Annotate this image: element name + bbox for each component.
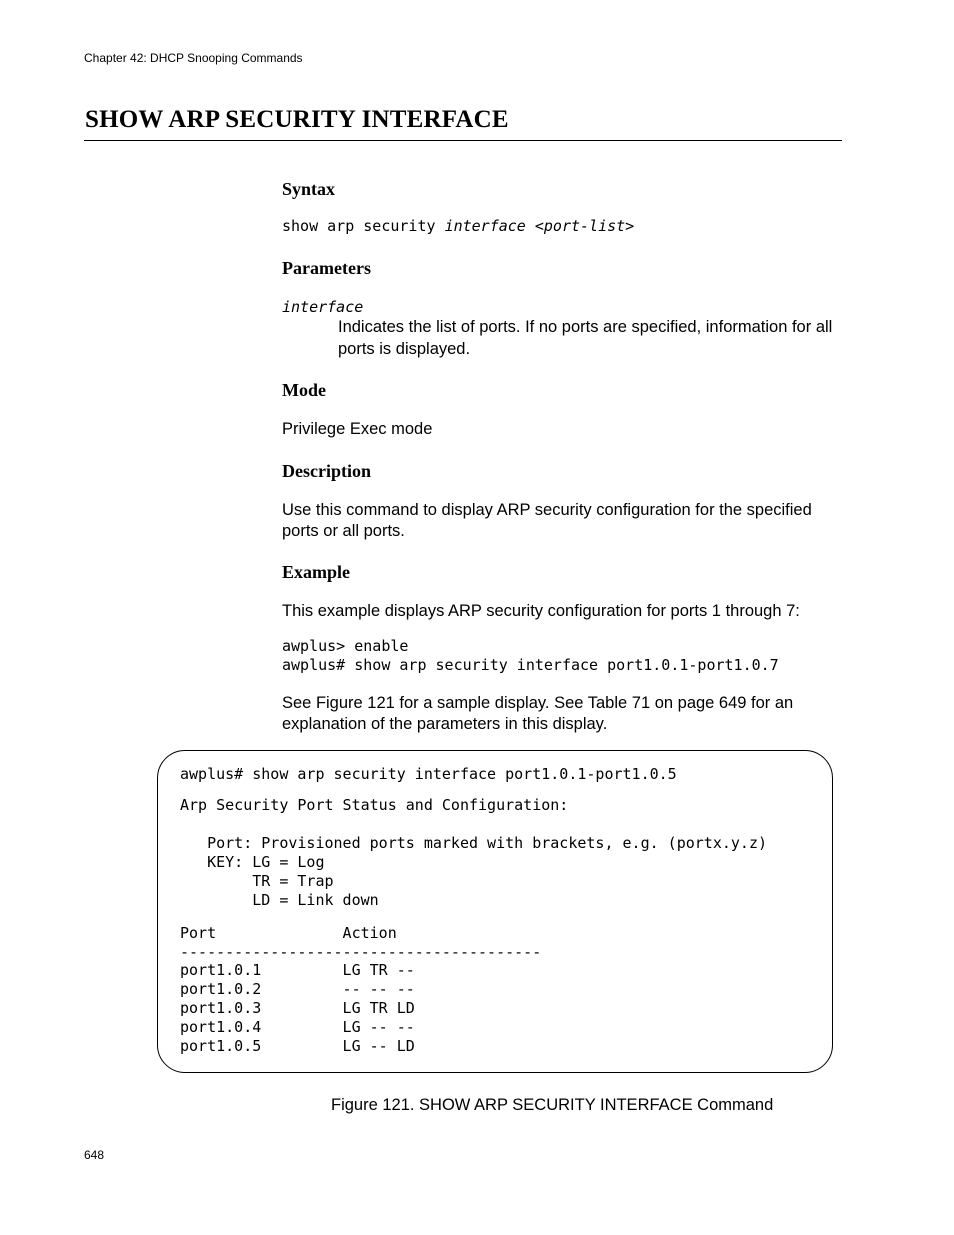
syntax-heading: Syntax [282,179,336,199]
page-title: SHOW ARP SECURITY INTERFACE [85,106,509,133]
syntax-command [282,216,634,237]
figure-table-row: port1.0.2 -- -- -- [180,980,415,998]
example-see-text: See Figure 121 for a sample display. See Table 71 on page 649 for an explanation of the parameters in this display. [282,694,794,733]
figure-status-heading: Arp Security Port Status and Configuration: [180,796,569,814]
figure-table-row: port1.0.1 LG TR -- [180,961,415,979]
chapter-header: Chapter 42: DHCP Snooping Commands [84,51,303,65]
description-heading: Description [282,461,371,481]
figure-table-row: port1.0.4 LG -- -- [180,1018,415,1036]
figure-legend-line: TR = Trap [180,872,334,890]
parameter-name: interface [282,298,364,316]
example-intro: This example displays ARP security configuration for ports 1 through 7: [282,602,800,620]
figure-table-row: port1.0.3 LG TR LD [180,999,415,1017]
figure-caption: Figure 121. SHOW ARP SECURITY INTERFACE Command [331,1096,774,1114]
figure-legend-line: LD = Link down [180,891,379,909]
example-heading: Example [282,562,351,582]
mode-heading: Mode [282,380,326,400]
syntax-param-interface: interface [444,217,526,235]
mode-text: Privilege Exec mode [282,420,433,438]
syntax-param-port-list: <port-list> [534,217,635,235]
page-number: 648 [84,1148,105,1162]
figure-table-row: port1.0.5 LG -- LD [180,1037,415,1055]
example-code-line-2: awplus# show arp security interface port1.0.1-port1.0.7 [282,656,779,674]
example-code-line-1: awplus> enable [282,637,409,655]
description-text: Use this command to display ARP security configuration for the specified ports or all ports. [282,501,812,540]
figure-legend-line: KEY: LG = Log [180,853,325,871]
parameters-heading: Parameters [282,258,371,278]
parameter-description: Indicates the list of ports. If no ports are specified, information for all ports is displayed. [338,318,833,358]
syntax-command-text: show arp security [282,217,445,235]
figure-table-header: Port Action [180,924,397,942]
figure-command-line: awplus# show arp security interface port1.0.1-port1.0.5 [180,765,677,783]
title-rule [84,140,842,141]
figure-table-divider: ---------------------------------------- [180,943,542,961]
figure-legend-line: Port: Provisioned ports marked with brackets, e.g. (portx.y.z) [180,834,767,852]
